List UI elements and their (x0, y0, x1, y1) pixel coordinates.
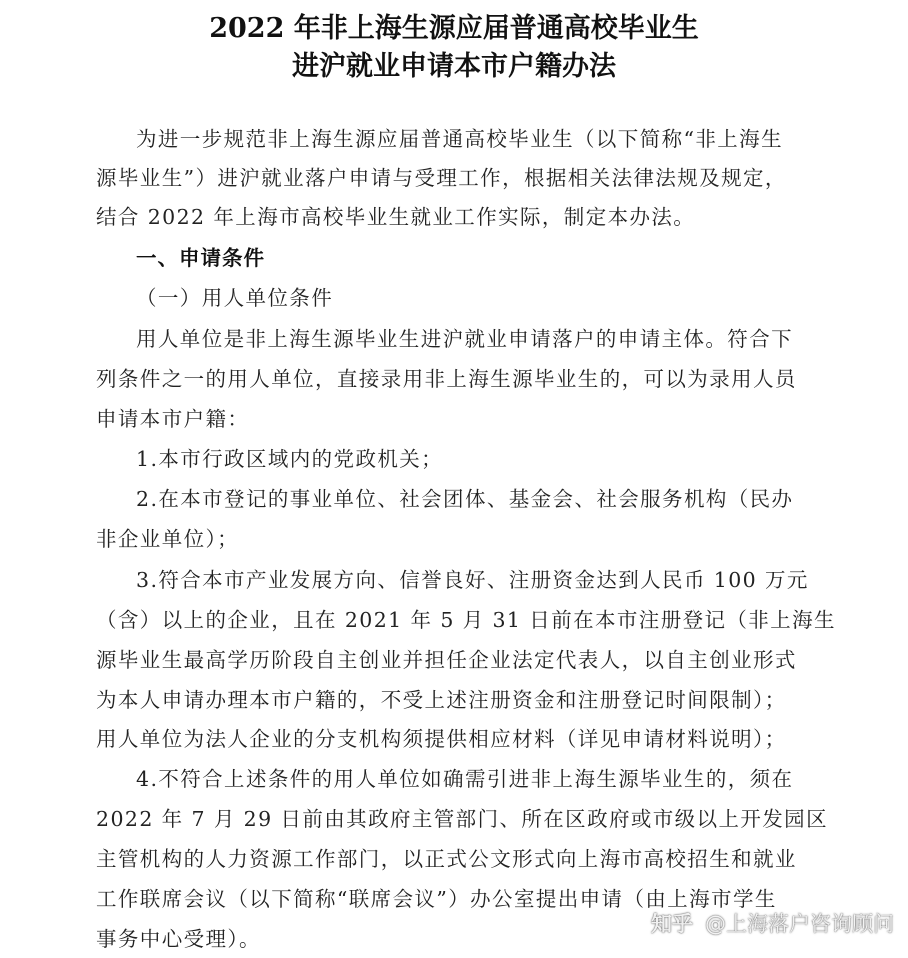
list-item-line: 主管机构的人力资源工作部门，以正式公文形式向上海市高校招生和就业 (96, 847, 797, 871)
list-item-line: 用人单位为法人企业的分支机构须提供相应材料（详见申请材料说明）； (96, 727, 787, 751)
paragraph-line: 结合 2022 年上海市高校毕业生就业工作实际，制定本办法。 (96, 205, 696, 229)
paragraph-line: 申请本市户籍： (96, 407, 250, 431)
paragraph-line: 用人单位是非上海生源毕业生进沪就业申请落户的申请主体。符合下 (136, 327, 793, 351)
list-item-line: 非企业单位）； (96, 527, 240, 551)
paragraph-line: 为进一步规范非上海生源应届普通高校毕业生（以下简称“非上海生 (136, 127, 783, 151)
section-heading: 一、申请条件 (136, 246, 265, 270)
list-item-line: 3.符合本市产业发展方向、信誉良好、注册资金达到人民币 100 万元 (136, 568, 809, 592)
paragraph-line: 列条件之一的用人单位，直接录用非上海生源毕业生的，可以为录用人员 (96, 367, 797, 391)
watermark-author: @上海落户咨询顾问 (705, 912, 894, 936)
list-item-line: 源毕业生最高学历阶段自主创业并担任企业法定代表人，以自主创业形式 (96, 648, 797, 672)
zhihu-watermark (651, 908, 894, 938)
list-item-line: 事务中心受理）。 (96, 927, 261, 951)
paragraph-line: 源毕业生”）进沪就业落户申请与受理工作，根据相关法律法规及规定， (96, 166, 787, 190)
document-title-line-2: 进沪就业申请本市户籍办法 (292, 51, 616, 82)
list-item-line: （含）以上的企业，且在 2021 年 5 月 31 日前在本市注册登记（非上海生 (96, 608, 836, 632)
watermark-brand: 知乎 (651, 912, 693, 936)
list-item-line: 4.不符合上述条件的用人单位如确需引进非上海生源毕业生的，须在 (136, 767, 794, 791)
list-item-line: 2022 年 7 月 29 日前由其政府主管部门、所在区政府或市级以上开发园区 (96, 807, 828, 831)
list-item-line: 1.本市行政区域内的党政机关； (136, 447, 444, 471)
subsection-heading: （一）用人单位条件 (136, 286, 334, 310)
document-title-line-1: 2022 年非上海生源应届普通高校毕业生 (209, 13, 699, 44)
list-item-line: 工作联席会议（以下简称“联席会议”）办公室提出申请（由上海市学生 (96, 887, 777, 911)
list-item-line: 2.在本市登记的事业单位、社会团体、基金会、社会服务机构（民办 (136, 487, 794, 511)
list-item-line: 为本人申请办理本市户籍的，不受上述注册资金和注册登记时间限制）； (96, 688, 787, 712)
